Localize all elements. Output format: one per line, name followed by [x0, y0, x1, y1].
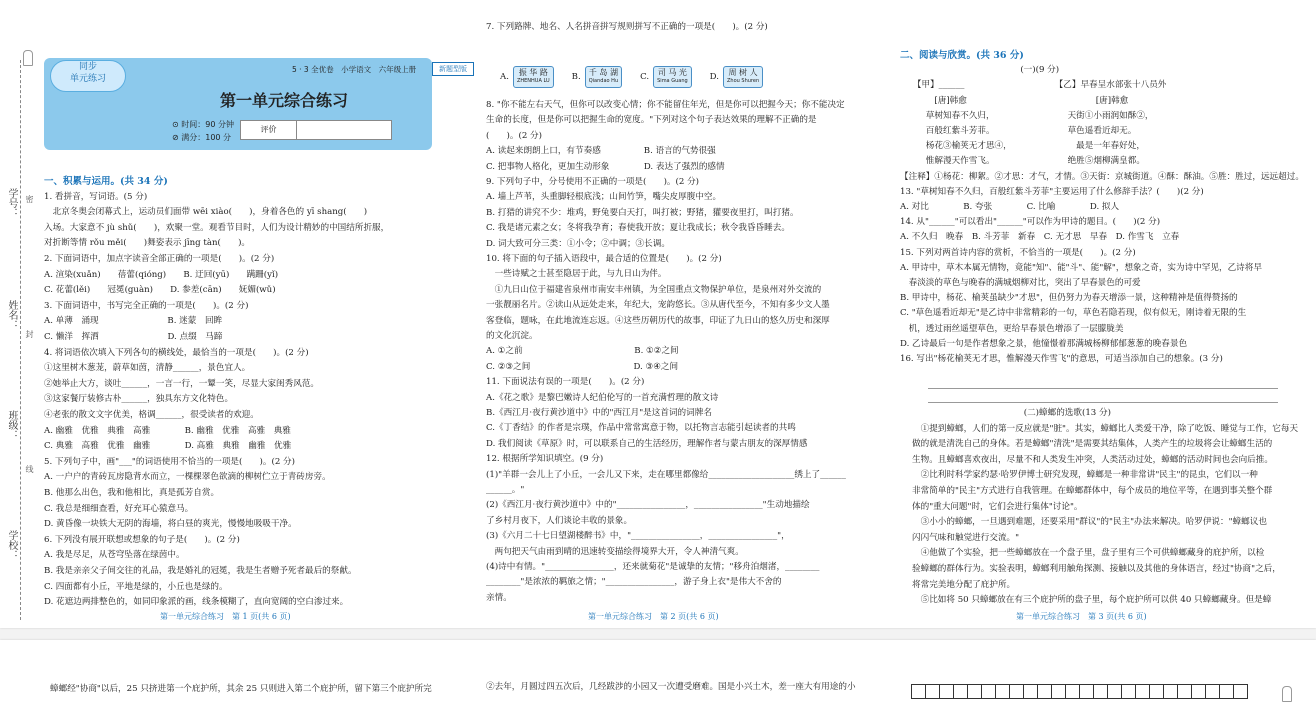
text-line: 10. 将下面的句子插入语段中，最合适的位置是( )。(2 分) — [486, 254, 722, 264]
text-line: 【注释】①杨花：柳絮。②才思：才气，才情。③天街：京城街道。④酥：酥油。⑤胜：胜过，远远超过。 — [900, 171, 1304, 182]
option-letter: A. — [500, 72, 509, 82]
text-line: A.《花之歌》是黎巴嫩诗人纪伯伦写的一首充满哲理的散文诗 — [486, 392, 719, 403]
sign-pinyin: Sima Guang — [657, 78, 688, 84]
text-line: 13. "草树知春不久归，百般红紫斗芳菲"主要运用了什么修辞手法？( )(2 分) — [900, 186, 1204, 197]
text-line: 2. 下面词语中，加点字读音全部正确的一项是( )。(2 分) — [44, 254, 275, 264]
grid-cell[interactable] — [1065, 684, 1080, 699]
grid-cell[interactable] — [1233, 684, 1248, 699]
text-line: 做的就是清洗自己的身体。若是蟑螂"清洗"是需要其结集体，人类产生的垃圾将会让蟑螂生活的 — [912, 439, 1273, 450]
text-line: 一、积累与运用。(共 34 分) — [44, 176, 168, 187]
grid-cell[interactable] — [1093, 684, 1108, 699]
text-line: B. 我是亲亲父子间交往的礼品，我是婚礼的冠冕，我是生者赠予死者最后的祭献。 — [44, 566, 357, 576]
grid-cell[interactable] — [1135, 684, 1150, 699]
grid-cell[interactable] — [1163, 684, 1178, 699]
text-line: 体的"重大问题"时，它们会进行集体"讨论"。 — [912, 501, 1083, 512]
text-line: 11. 下面说法有误的一项是( )。(2 分) — [486, 377, 645, 388]
text-line: 【甲】______ 【乙】早春呈水部张十八员外 — [900, 80, 1167, 91]
text-line: A. 幽雅 优雅 典雅 高雅 B. 幽雅 优雅 高雅 典雅 — [44, 425, 291, 436]
sync-badge — [50, 60, 126, 92]
grid-cell[interactable] — [1205, 684, 1220, 699]
text-line: A. 渲染(xuǎn) 蓓蕾(qióng) B. 迂回(yū) 蹒跚(yǐ) — [44, 269, 279, 280]
text-line: [唐]韩愈 [唐]韩愈 — [900, 95, 1129, 106]
school-label: 学校： — [6, 530, 17, 560]
evaluation-box[interactable] — [240, 120, 392, 140]
sign-pinyin: Zhou Shuren — [727, 78, 760, 84]
seal-mark-xian: 线 — [25, 465, 34, 473]
road-sign — [653, 66, 692, 88]
text-line: B. 甲诗中，杨花、榆荚虽缺少"才思"，但仍努力为春天增添一景，这种精神是值得赞扬的 — [900, 293, 1238, 304]
seal-mark-feng: 封 — [25, 330, 34, 338]
class-label: 班级： — [6, 410, 17, 440]
text-line: A. ①之前 B. ①②之间 — [486, 346, 679, 357]
series-name: 5 · 3 全优卷 小学语文 六年级上册 — [292, 65, 417, 74]
text-line: D. 词大致可分三类：①小令；②中调；③长调。 — [486, 238, 670, 249]
composition-grid[interactable] — [912, 684, 1248, 699]
text-line: A. 读起来朗朗上口，有节奏感 B. 语言的气势很强 — [486, 146, 716, 157]
road-sign — [513, 66, 554, 88]
text-line: ①这里树木葱茏，蔚草如茵，清静______，景色宜人。 — [44, 363, 251, 374]
text-line: ________"是浓浓的羁旅之情；"________________，游子身上衣"是伟大不舍的 — [486, 577, 782, 588]
binding-strip — [0, 0, 38, 628]
text-line: ______。" — [486, 485, 525, 495]
text-line: (3)《六月二十七日望湖楼醉书》中，"________________，________________"， — [486, 531, 790, 542]
full-score: ⊘ 满分：100 分 — [172, 133, 232, 142]
road-sign-option — [500, 66, 554, 88]
text-line: ⑤比如将 50 只蟑螂放在有三个庇护所的盘子里，每个庇护所可以供 40 只蟑螂藏身。但是蟑 — [912, 595, 1272, 606]
grid-cell[interactable] — [1023, 684, 1038, 699]
grid-cell[interactable] — [939, 684, 954, 699]
grid-cell[interactable] — [1009, 684, 1024, 699]
text-line: D. 乙诗最后一句是作者想象之景，他憧憬着那满城杨柳郁郁葱葱的晚春景色 — [900, 338, 1188, 349]
road-sign-option — [640, 66, 692, 88]
rocket-icon — [23, 50, 33, 66]
text-line: ④老张的散文文字优美，格调______，很受读者的欢迎。 — [44, 410, 259, 420]
rocket-icon-bottom — [1282, 686, 1292, 702]
grid-cell[interactable] — [1107, 684, 1122, 699]
text-line: B. 他那么出色，我和他相比，真是孤芳自赏。 — [44, 488, 220, 498]
text-line: ①提到蟑螂，人们的第一反应就是"脏"。其实，蟑螂比人类爱干净，除了吃饭、睡觉与工作，它每天 — [912, 423, 1299, 434]
text-line: C. 花蕾(lěi) 冠冕(guàn) D. 参差(cān) 妩媚(wǔ) — [44, 285, 276, 296]
grid-cell[interactable] — [925, 684, 940, 699]
text-line: 4. 将词语依次填入下列各句的横线处，最恰当的一项是( )。(2 分) — [44, 347, 309, 358]
text-line: C. ②③之间 D. ③④之间 — [486, 361, 679, 372]
text-line: 惟解漫天作雪飞。 绝胜⑤烟柳满皇都。 — [900, 156, 1145, 167]
text-line: 3. 下面词语中，书写完全正确的一项是( )。(2 分) — [44, 300, 249, 311]
sign-pinyin: Qiandao Hu — [588, 78, 619, 84]
text-line: 闪闪气味和触觉进行交流。" — [912, 532, 1020, 543]
grid-cell[interactable] — [1149, 684, 1164, 699]
text-line: ④他做了个实验，把一些蟑螂放在一个盘子里，盘子里有三个可供蟑螂藏身的庇护所，以检 — [912, 548, 1265, 559]
time-limit: ⊙ 时间：90 分钟 — [172, 120, 234, 129]
text-line: 将常完美地分配了庇护所。 — [912, 579, 1016, 590]
grid-cell[interactable] — [1177, 684, 1192, 699]
answer-line-1 — [928, 388, 1278, 389]
answer-line-2 — [928, 402, 1278, 403]
text-line: 非常简单的"民主"方式进行自我管理。在蟑螂群体中，每个成员的地位平等，在遇到事关整个群 — [912, 486, 1273, 496]
text-line: D. 我们阅读《草原》时，可以联系自己的生活经历，理解作者与蒙古朋友的深厚情感 — [486, 438, 808, 449]
student-number-label: 学号： — [6, 188, 17, 218]
text-line: (2)《西江月·夜行黄沙道中》中的"________________，________________"生动地描绘 — [486, 500, 810, 511]
sign-chinese: 周 树 人 — [728, 68, 758, 77]
text-line: C. 四面都有小丘，平地是绿的，小丘也是绿的。 — [44, 581, 228, 592]
text-line: 亲情。 — [486, 592, 512, 603]
next-page-text-left: 蟑螂经"协商"以后，25 只挤进第一个庇护所，其余 25 只则进入第二个庇护所，留下第三个庇护所完 — [50, 684, 432, 694]
badge-line2: 单元练习 — [69, 74, 106, 84]
grid-cell[interactable] — [1191, 684, 1206, 699]
road-sign-options — [500, 66, 763, 88]
text-line: ③这家餐厅装修古朴______，独具东方文化特色。 — [44, 394, 234, 405]
option-letter: C. — [640, 72, 650, 82]
text-line: C. 我总是细细查看，好充耳心猿意马。 — [44, 503, 194, 514]
page-footer-1: 第一单元综合练习 第 1 页(共 6 页) — [160, 612, 291, 621]
road-sign-option — [710, 66, 763, 88]
grid-cell[interactable] — [1219, 684, 1234, 699]
road-sign — [723, 66, 763, 88]
badge-line1: 同步 — [78, 62, 97, 72]
grid-cell[interactable] — [1121, 684, 1136, 699]
road-sign — [585, 66, 622, 88]
text-line: A. 墙上芦苇，头重脚轻根底浅；山间竹笋，嘴尖皮厚腹中空。 — [486, 192, 722, 203]
evaluation-label: 评价 — [241, 121, 297, 139]
text-line: 对折断等情 rǒu měi( )舞姿表示 jīng tàn( )。 — [44, 238, 251, 249]
text-line: 验蟑螂的群体行为。实验表明，蟑螂利用触角探测、接触以及其他的身体语言，经过"协商"之后， — [912, 564, 1281, 574]
text-line: C. 我是诸元素之女；冬将我孕育；春使我开放；夏让我成长；秋令我昏昏睡去。 — [486, 223, 790, 234]
grid-cell[interactable] — [953, 684, 968, 699]
text-line: 9. 下列句子中，分号使用不正确的一项是( )。(2 分) — [486, 177, 700, 187]
text-line: A. 单薄 涌现 B. 迷蒙 回眸 — [44, 316, 223, 327]
grid-cell[interactable] — [911, 684, 926, 699]
text-line: (一)(9 分) — [900, 65, 1060, 76]
text-line: (二)蟑螂的选歌(13 分) — [912, 408, 1111, 418]
text-line: 16. 写出"杨花榆荚无才思，惟解漫天作雪飞"的意思，可适当添加自己的想象。(3 分) — [900, 354, 1223, 364]
grid-cell[interactable] — [981, 684, 996, 699]
text-line: 机，透过雨丝遥望草色，更给早春景色增添了一层朦胧美 — [900, 323, 1124, 334]
sign-chinese: 振 华 路 — [518, 68, 548, 77]
text-line: A. 我是尽足，从苍穹坠落在绿茵中。 — [44, 550, 185, 561]
text-line: (4)诗中有情。"________________，还来就菊花"是诚挚的友情；"移舟泊烟渚，________ — [486, 562, 820, 572]
seal-mark-mi: 密 — [25, 195, 34, 203]
text-line: 生命的长度，但是你可以把握生命的宽度。"下列对这个句子表达效果的理解不正确的是 — [486, 115, 817, 126]
text-line: C.《丁香结》的作者是宗璞，作品中常常寓意于物，以托物言志能引起读者的共鸣 — [486, 423, 796, 434]
text-line: 1. 看拼音，写词语。(5 分) — [44, 191, 148, 202]
text-line: 15. 下列对两首诗内容的赏析，不恰当的一项是( )。(2 分) — [900, 247, 1136, 258]
text-line: 杨花③榆荚无才思④， 最是一年春好处， — [900, 141, 1145, 152]
text-line: 5. 下列句子中，画"___"的词语使用不恰当的一项是( )。(2 分) — [44, 456, 295, 467]
text-line: 一张靓丽名片。②读山从远处走来，年纪大，宠韵悠长。③从唐代至今，不知有多少文人墨 — [486, 300, 830, 311]
option-letter: B. — [571, 72, 581, 82]
sign-pinyin: ZHENHUA LU — [516, 78, 550, 84]
text-line: 北京冬奥会闭幕式上，运动员们面带 wēi xiào( )，身着各色的 yī shang( ) — [44, 207, 368, 218]
text-line: B. 打猎的讲究不少：堆鸡，野兔要白天打，叫打被；野猪，獾要夜里打，叫打猪。 — [486, 207, 799, 218]
text-line: C. "草色遥看近却无"是乙诗中非常精彩的一句，草色若隐若现，似有似无，刚诗着无限的生 — [900, 308, 1247, 319]
text-line: C. 懒洋 挥洒 D. 点缀 马蹄 — [44, 332, 223, 342]
text-line: A. 不久归 晚春 B. 斗芳菲 新春 C. 无才思 早春 D. 作雪飞 立春 — [900, 232, 1180, 243]
page-footer-2: 第一单元综合练习 第 2 页(共 6 页) — [588, 612, 719, 621]
unit-header — [44, 58, 467, 150]
question-7: 7. 下列路牌、地名、人名拼音拼写规则拼写不正确的一项是( )。(2 分) — [486, 22, 768, 32]
text-line: 8. "你不能左右天气，但你可以改变心情；你不能留住年光，但是你可以把握今天；你不能决定 — [486, 100, 845, 110]
text-line: (1)"羊群一会儿上了小丘，一会儿又下来，走在哪里都像给____________________绣上了______ — [486, 469, 846, 480]
text-line: 一些诗赋之士甚至隐居于此，与九日山为伴。 — [486, 269, 667, 280]
text-line: 春淡淡的草色与晚春的满城烟柳对比，突出了早春景色的可爱 — [900, 278, 1141, 288]
text-line: D. 黄昏像一块铁大无阴的海墙，将白昼的爽光，慢慢地吸吸干净。 — [44, 519, 297, 530]
sign-chinese: 千 岛 湖 — [588, 68, 618, 77]
next-page-text-mid: ②去年，月圆过四五次后，几经跋涉的小园又一次遭受磨难。国是小兴土木，差一座大有用途的小 — [486, 682, 856, 692]
page-footer-3: 第一单元综合练习 第 3 页(共 6 页) — [1016, 612, 1147, 621]
text-line: C. 把事物人格化，更加生动形象 D. 表达了强烈的感情 — [486, 161, 725, 172]
page-title: 第一单元综合练习 — [220, 91, 349, 110]
text-line: A. 甲诗中，草木本属无情物，竟能"知"、能"斗"、能"解"，想象之奇，实为诗中罕见，乙诗将早 — [900, 262, 1262, 273]
road-sign-option — [572, 66, 622, 88]
text-line: ①九日山位于福建省泉州市南安丰州镇，为全国重点文物保护单位，是泉州对外交流的 — [486, 284, 822, 295]
text-line: 的文化沉淀。 — [486, 331, 538, 341]
text-line: C. 典雅 高雅 优雅 幽雅 D. 高雅 典雅 幽雅 优雅 — [44, 441, 292, 452]
text-line: 二、阅读与欣赏。(共 36 分) — [900, 50, 1024, 61]
text-line: 草树知春不久归， 天街①小雨润如酥②， — [900, 110, 1154, 121]
text-line: 12. 根据所学知识填空。(9 分) — [486, 454, 604, 465]
grid-cell[interactable] — [1051, 684, 1066, 699]
grid-cell[interactable] — [995, 684, 1010, 699]
exam-info — [172, 118, 234, 144]
text-line: ( )。(2 分) — [486, 130, 542, 141]
text-line: 百般红紫斗芳菲。 草色遥看近却无。 — [900, 126, 1137, 136]
text-line: A. 一户户的青砖瓦房隐背水而立，一棵棵翠色欲滴的柳树伫立于青砖房旁。 — [44, 472, 331, 483]
sign-chinese: 司 马 光 — [657, 68, 687, 77]
text-line: 客登临，题咏，在此地流连忘返。④这些历朝历代的故事，印证了九日山的悠久历史和深厚 — [486, 315, 830, 326]
grid-cell[interactable] — [967, 684, 982, 699]
text-line: B.《西江月·夜行黄沙道中》中的"西江月"是这首词的词牌名 — [486, 408, 712, 418]
grid-cell[interactable] — [1037, 684, 1052, 699]
text-line: ③小小的蟑螂，一旦遇到难题，还要采用"群议"的"民主"办法来解决。哈罗伊说："蟑螂议也 — [912, 517, 1267, 528]
text-line: 两句把天气由雨到晴的迅速转变描绘得境界大开，令人神清气爽。 — [486, 546, 744, 557]
text-line: 了乡村月夜下，人们谈论丰收的景象。 — [486, 515, 633, 526]
text-line: A. 对比 B. 夸张 C. 比喻 D. 拟人 — [900, 202, 1120, 212]
text-line: 入场。大家意不 jù shǔ( )，欢聚一堂。观看节目时，人们为设计精妙的中国结所折服， — [44, 222, 390, 233]
grid-cell[interactable] — [1079, 684, 1094, 699]
text-line: 生物。且蟑螂喜欢夜出，尽量不和人类发生冲突，人类活动过处，蟑螂的活动时间也会向后推。 — [912, 454, 1273, 465]
text-line: 6. 下列没有展开联想或想象的句子是( )。(2 分) — [44, 534, 240, 545]
option-letter: D. — [709, 72, 719, 82]
text-line: ②她举止大方，谈吐______，一言一行，一颦一笑，尽显大家闺秀风范。 — [44, 378, 320, 389]
new-edition-tag: 新题型版 — [432, 62, 474, 76]
text-line: 14. 从"______"可以看出"______"可以作为甲诗的题目。( )(2 分) — [900, 217, 1161, 228]
text-line: ②比利时科学家约瑟·哈罗伊博士研究发现，蟑螂是一种非常讲"民主"的昆虫，它们以一种 — [912, 470, 1258, 481]
student-name-label: 姓名： — [6, 300, 17, 330]
binding-line — [20, 60, 21, 620]
text-line: D. 花遮边两排整色的，如同印象派的画，线条模糊了，直向宽阔的空白渗过来。 — [44, 597, 349, 608]
